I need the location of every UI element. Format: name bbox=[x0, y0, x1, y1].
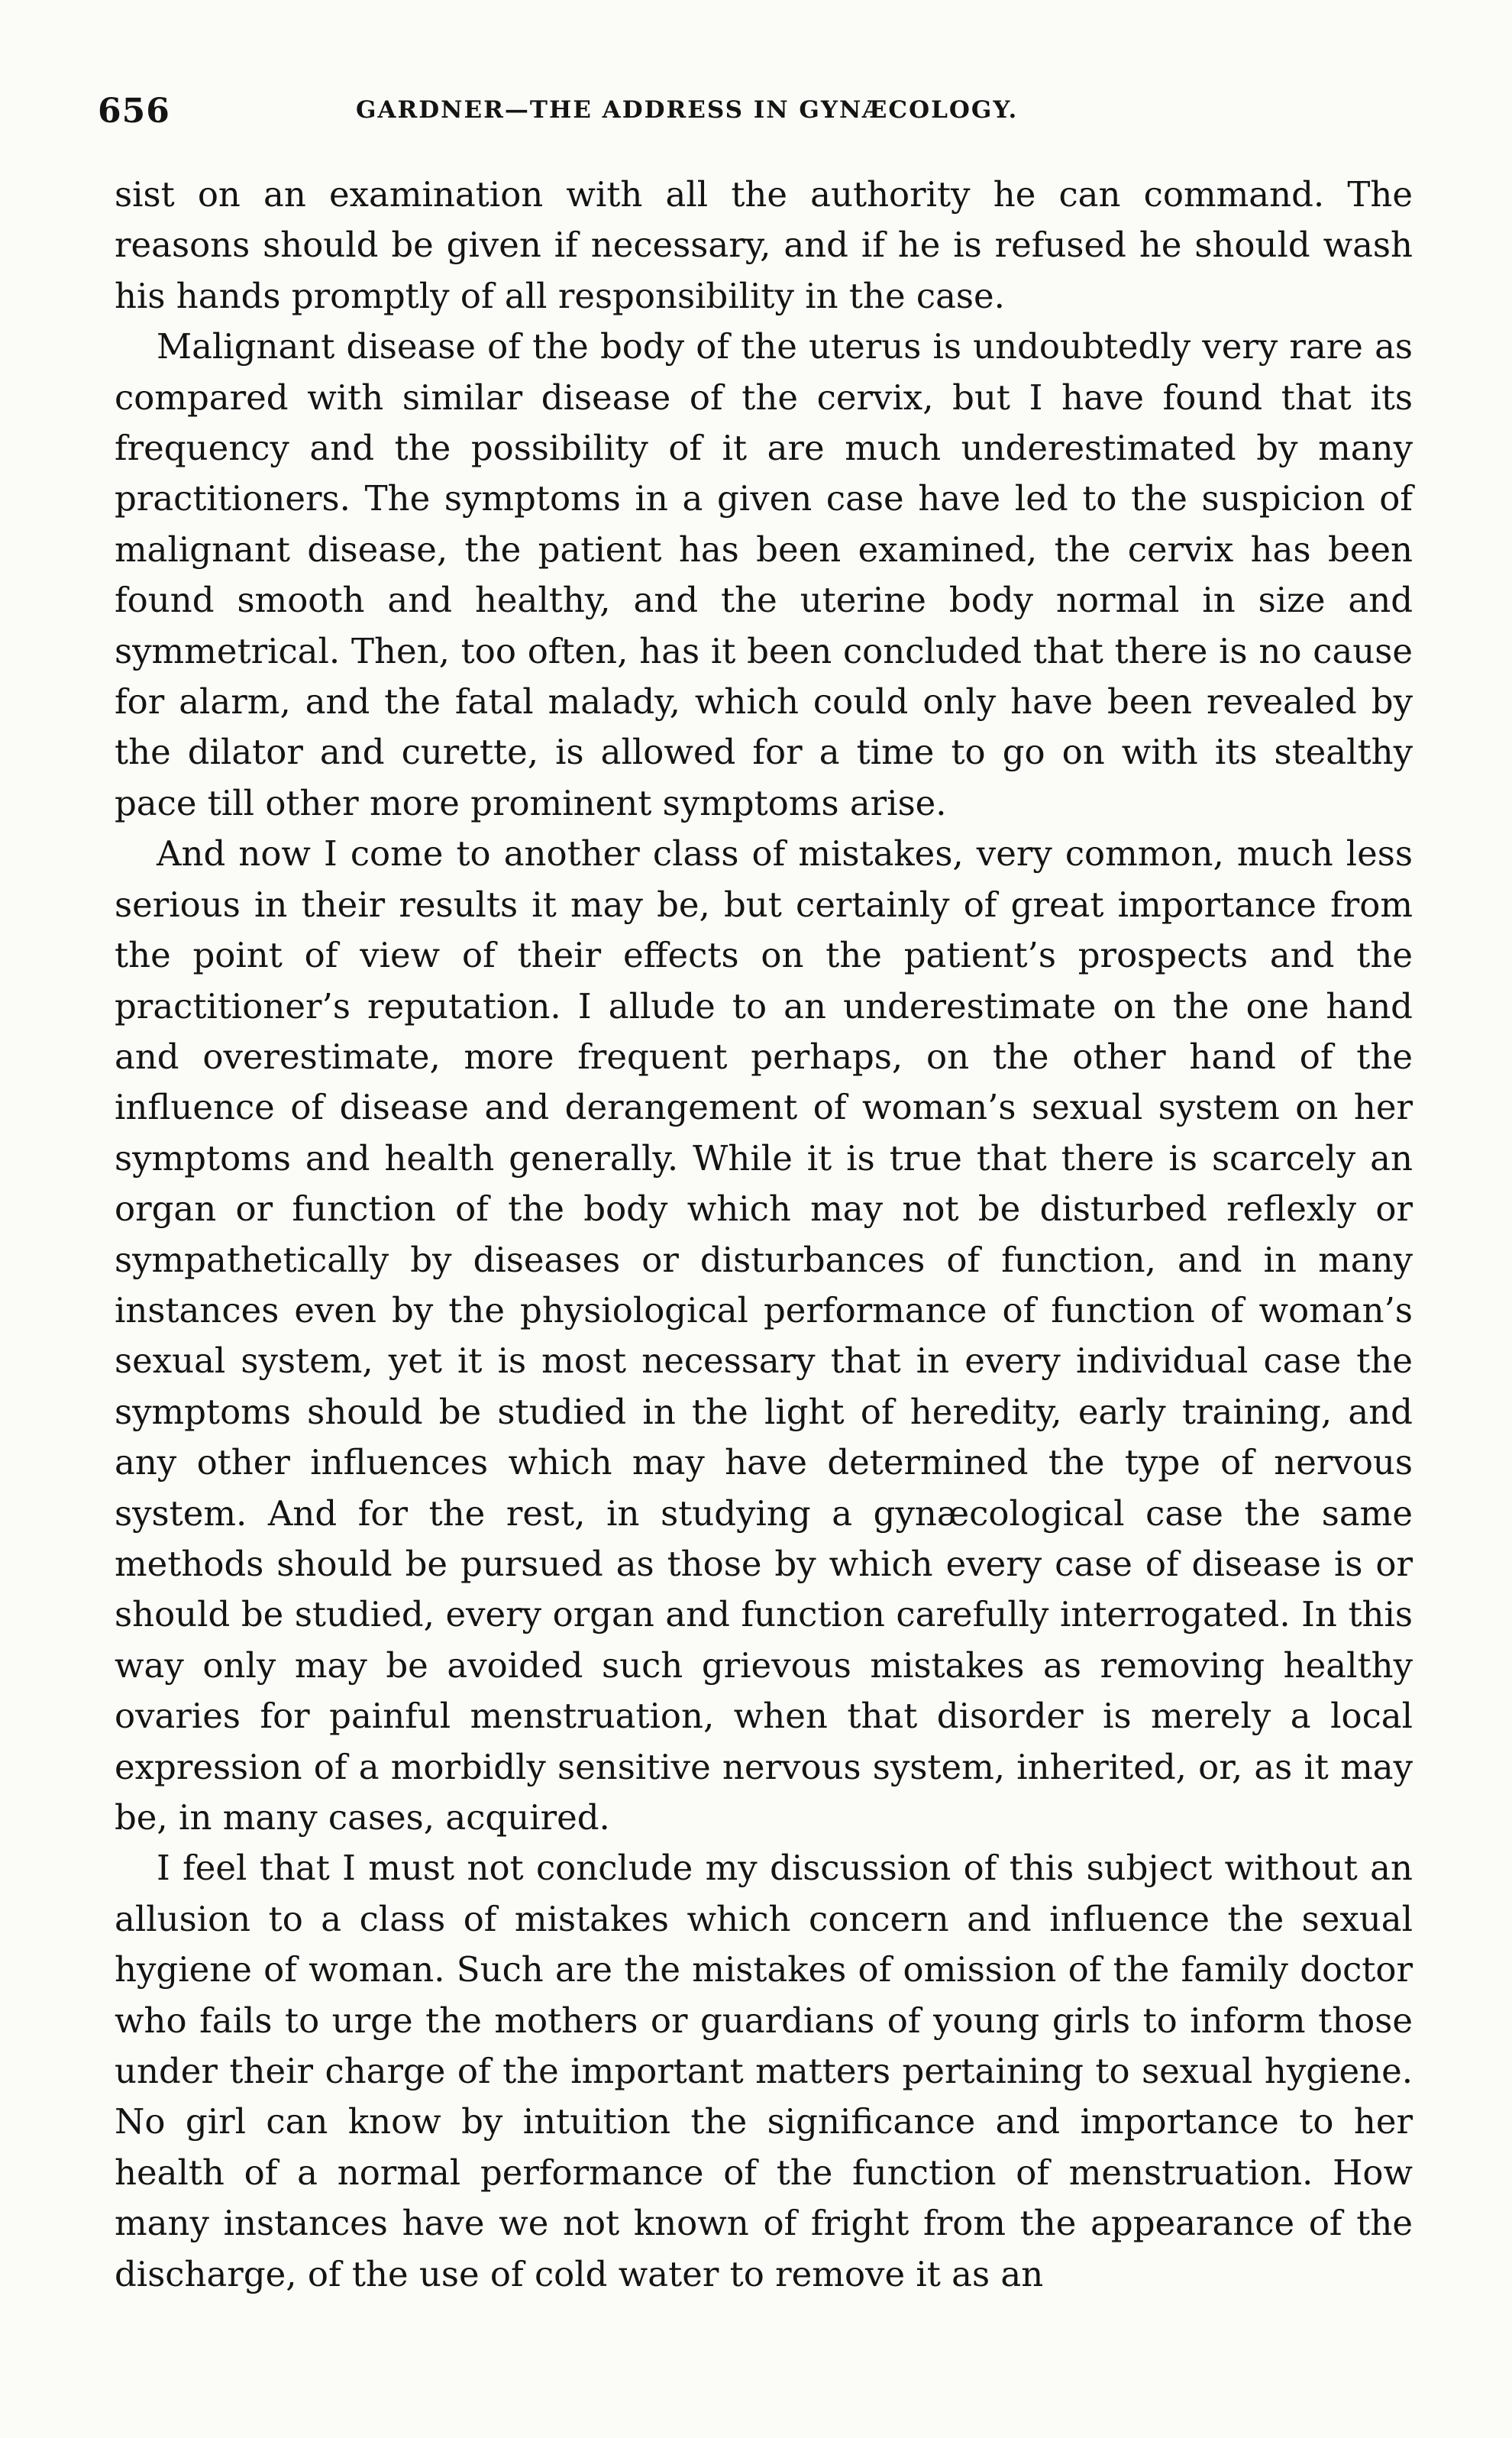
paragraph-sexual-hygiene: I feel that I must not conclude my discussion of this subject without an allusion to a class of mistakes which concern and influence the sexual hygiene of woman. Such are the mistakes of omission of the family doctor who fails to urge the mothers or guardians of young girls to inform those under their charge of the important matters pertaining to sexual hygiene. No girl can know by intuition the significance and importance to her health of a normal performance of the function of menstruation. How many instances have we not known of fright from the appearance of the discharge, of the use of cold water to remove it as an bbox=[115, 1848, 1413, 2294]
page-header bbox=[98, 92, 1396, 137]
paragraph-class-of-mistakes: And now I come to another class of mistakes, very common, much less serious in their results it may be, but certainly of great importance from the point of view of their effects on the patient’s prospects and the practitioner’s reputation. I allude to an underestimate on the one hand and overestimate, more frequent perhaps, on the other hand of the influence of disease and derangement of woman’s sexual system on her symptoms and health generally. While it is true that there is scarcely an organ or function of the body which may not be disturbed reflexly or sympathetically by diseases or disturbances of function, and in many instances even by the physiological performance of function of woman’s sexual system, yet it is most necessary that in every individual case the symptoms should be studied in the light of heredity, early training, and any other influences which may have determined the type of nervous system. And for the rest, in studying a gynæcological case the same methods should be pursued as those by which every case of disease is or should be studied, every organ and function carefully interrogated. In this way only may be avoided such grievous mistakes as removing healthy ovaries for painful menstruation, when that disorder is merely a local expression of a morbidly sensitive nervous system, inherited, or, as it may be, in many cases, acquired. bbox=[115, 833, 1413, 1838]
running-head: GARDNER—THE ADDRESS IN GYNÆCOLOGY. bbox=[356, 96, 1019, 124]
body-text bbox=[115, 170, 1413, 2300]
page-number: 656 bbox=[98, 92, 170, 131]
paragraph-malignant-disease: Malignant disease of the body of the uterus is undoubtedly very rare as compared with similar disease of the cervix, but I have found that its frequency and the possibility of it are much underestimated by many practitioners. The symptoms in a given case have led to the suspicion of malignant disease, the patient has been examined, the cervix has been found smooth and healthy, and the uterine body normal in size and symmetrical. Then, too often, has it been concluded that there is no cause for alarm, and the fatal malady, which could only have been revealed by the dilator and curette, is allowed for a time to go on with its stealthy pace till other more prominent symptoms arise. bbox=[115, 326, 1413, 823]
paragraph-continued: sist on an examination with all the authority he can command. The reasons should be given if necessary, and if he is refused he should wash his hands promptly of all responsibility in the case. bbox=[115, 174, 1413, 316]
